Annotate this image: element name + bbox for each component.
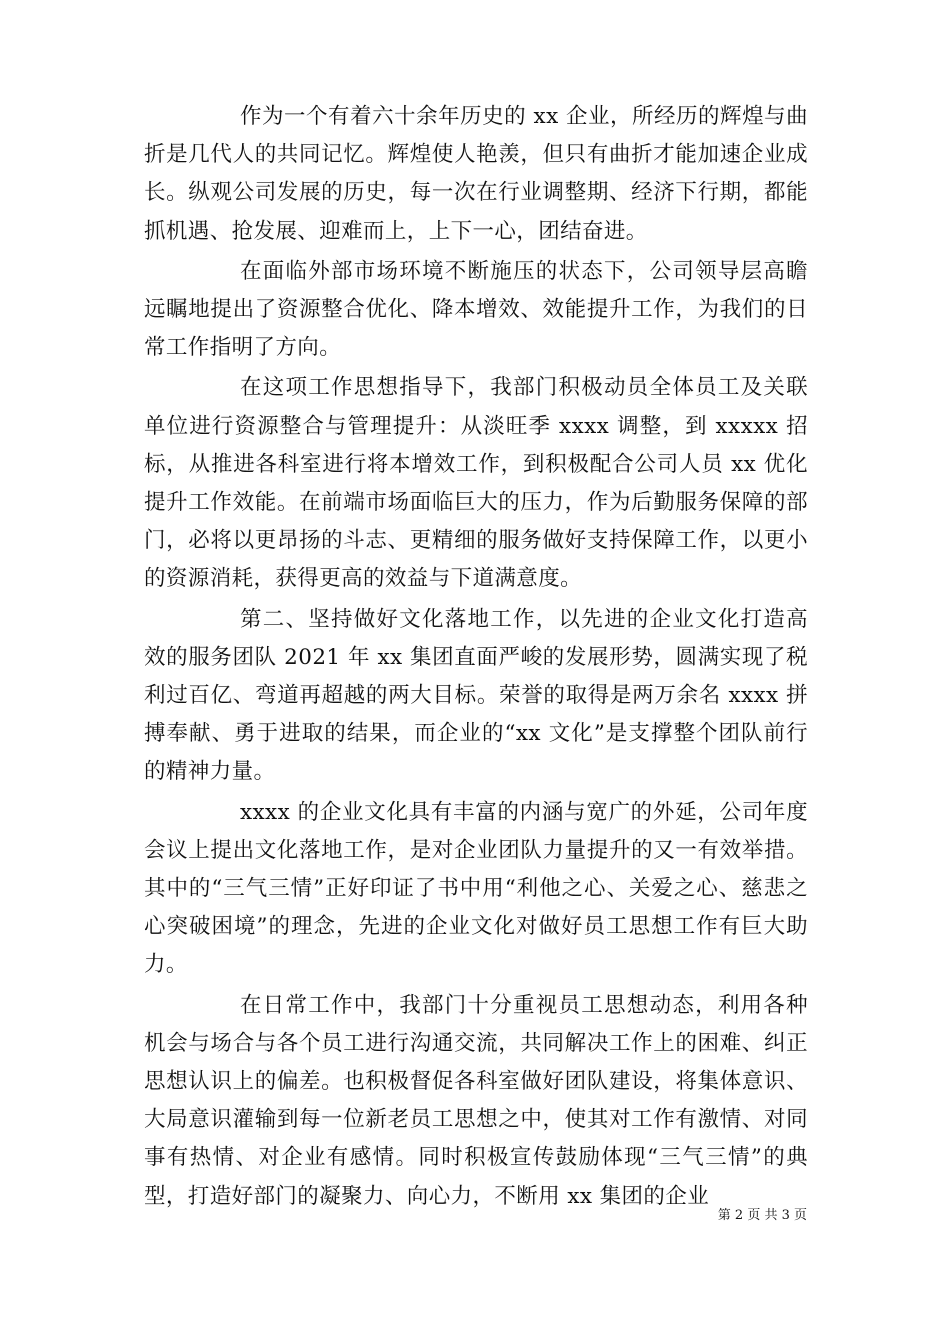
paragraph-1: 作为一个有着六十余年历史的 xx 企业，所经历的辉煌与曲折是几代人的共同记忆。辉煌使人艳羡，但只有曲折才能加速企业成长。纵观公司发展的历史，每一次在行业调整期、经济下行期，都能抓机遇、抢发展、迎难而上，上下一心，团结奋进。 bbox=[144, 104, 808, 244]
paragraph-6: 在日常工作中，我部门十分重视员工思想动态，利用各种机会与场合与各个员工进行沟通交流，共同解决工作上的困难、纠正思想认识上的偏差。也积极督促各科室做好团队建设，将集体意识、大局意识灌输到每一位新老员工思想之中，使其对工作有激情、对同事有热情、对企业有感情。同时积极宣传鼓励体现“三气三情”的典型，打造好部门的凝聚力、向心力，不断用 xx 集团的企业 bbox=[144, 992, 808, 1209]
paragraph-4: 第二、坚持做好文化落地工作，以先进的企业文化打造高效的服务团队 2021 年 xx 集团直面严峻的发展形势，圆满实现了税利过百亿、弯道再超越的两大目标。荣誉的取得是两万余名 xxxx 拼搏奉献、勇于进取的结果，而企业的“xx 文化”是支撑整个团队前行的精神力量。 bbox=[144, 606, 808, 785]
paragraph-2: 在面临外部市场环境不断施压的状态下，公司领导层高瞻远瞩地提出了资源整合优化、降本增效、效能提升工作，为我们的日常工作指明了方向。 bbox=[144, 258, 808, 361]
page-number-footer: 第 2 页 共 3 页 bbox=[717, 1208, 807, 1223]
document-body bbox=[144, 98, 808, 1216]
paragraph-3: 在这项工作思想指导下，我部门积极动员全体员工及关联单位进行资源整合与管理提升：从淡旺季 xxxx 调整，到 xxxxx 招标，从推进各科室进行将本增效工作，到积极配合公司人员 xx 优化提升工作效能。在前端市场面临巨大的压力，作为后勤服务保障的部门，必将以更昂扬的斗志、更精细的服务做好支持保障工作，以更小的资源消耗，获得更高的效益与下道满意度。 bbox=[144, 375, 808, 592]
paragraph-5: xxxx 的企业文化具有丰富的内涵与宽广的外延，公司年度会议上提出文化落地工作，是对企业团队力量提升的又一有效举措。其中的“三气三情”正好印证了书中用“利他之心、关爱之心、慈悲之心突破困境”的理念，先进的企业文化对做好员工思想工作有巨大助力。 bbox=[144, 799, 808, 978]
